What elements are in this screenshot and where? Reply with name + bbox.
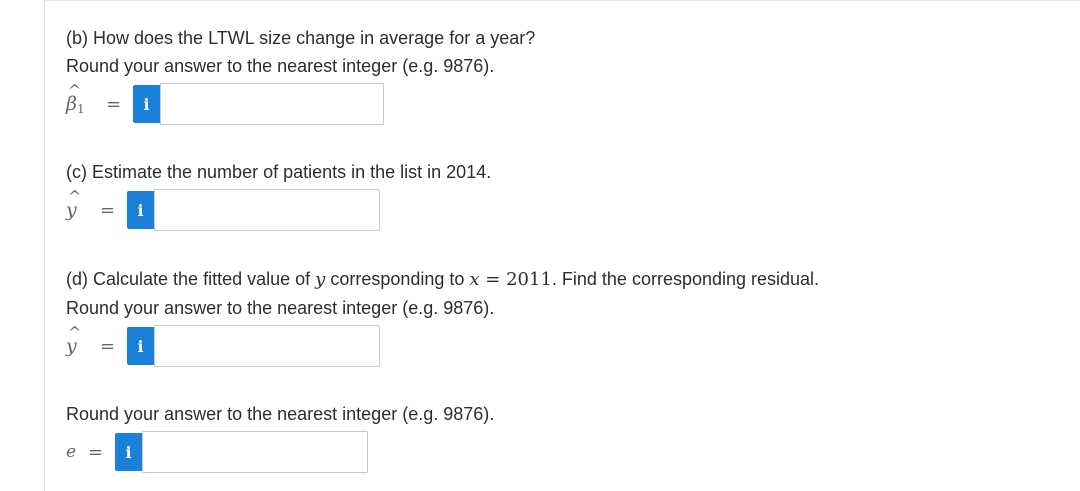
y-hat-symbol: ^ y (66, 199, 100, 221)
beta1-answer-input[interactable] (160, 83, 384, 125)
part-b-answer-row (66, 82, 384, 126)
y-hat-2014-answer-input[interactable] (154, 189, 380, 231)
part-c-question: (c) Estimate the number of patients in the list in 2014. (66, 162, 492, 182)
info-icon[interactable]: i (115, 433, 142, 471)
part-b-question: (b) How does the LTWL size change in average for a year? (66, 28, 536, 48)
residual-answer-input[interactable] (142, 431, 368, 473)
e-symbol: e (66, 442, 77, 462)
info-icon[interactable]: i (127, 327, 154, 365)
part-d-text (66, 265, 819, 322)
part-d-question: (d) Calculate the fitted value of y corresponding to x = 2011. Find the corresponding residual. (66, 269, 820, 290)
info-icon[interactable]: i (133, 85, 160, 123)
y-hat-symbol: ^ y (66, 335, 100, 357)
residual-text (66, 400, 494, 428)
info-icon[interactable]: i (127, 191, 154, 229)
residual-answer-row (66, 430, 368, 474)
part-d-answer-row (66, 324, 380, 368)
equals-sign: = (106, 93, 122, 115)
equals-sign: = (88, 441, 104, 463)
part-c-text (66, 158, 491, 186)
part-c-answer-row (66, 188, 380, 232)
residual-instruction: Round your answer to the nearest integer (e.g. 9876). (66, 404, 495, 424)
fitted-value-answer-input[interactable] (154, 325, 380, 367)
equals-sign: = (100, 335, 116, 357)
part-b-text (66, 24, 535, 80)
beta-hat-symbol: ^ $\beta_1$ (66, 93, 106, 116)
part-b-instruction: Round your answer to the nearest integer (e.g. 9876). (66, 56, 495, 76)
equals-sign: = (100, 199, 116, 221)
part-d-instruction: Round your answer to the nearest integer (e.g. 9876). (66, 298, 495, 318)
